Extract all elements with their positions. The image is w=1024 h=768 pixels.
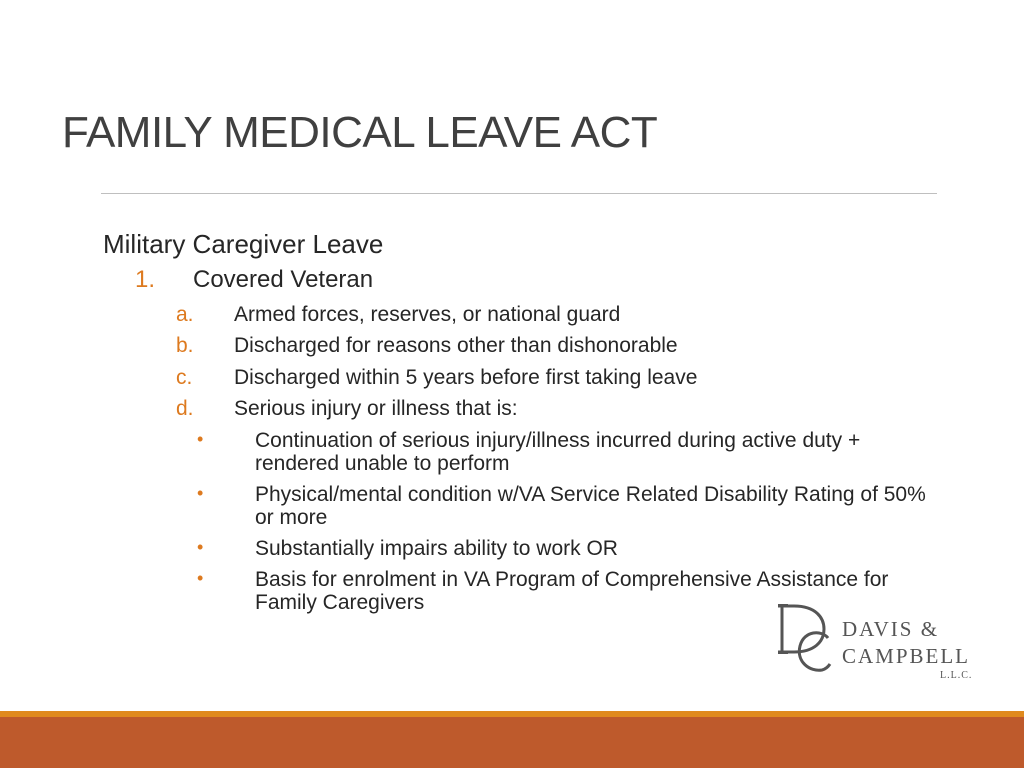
list-item-covered-veteran: Covered Veteran: [193, 266, 374, 293]
logo-name-line2: CAMPBELL: [842, 644, 971, 668]
dc-monogram-icon: [776, 600, 836, 678]
firm-logo: [776, 600, 976, 685]
footer-bar: [0, 717, 1024, 768]
bullet-item-2: Physical/mental condition w/VA Service Related Disability Rating of 50% or more: [255, 483, 926, 529]
list-item-d: Serious injury or illness that is:: [234, 397, 518, 420]
bullet-item-4: Basis for enrolment in VA Program of Comprehensive Assistance for Family Caregivers: [255, 568, 889, 614]
section-heading: Military Caregiver Leave: [103, 229, 384, 259]
bullet-icon: •: [197, 429, 204, 449]
list-marker-b: b.: [176, 334, 194, 357]
list-item-a: Armed forces, reserves, or national guard: [234, 303, 621, 326]
bullet-icon: •: [197, 483, 204, 503]
logo-suffix: L.L.C.: [940, 670, 973, 681]
slide-title: FAMILY MEDICAL LEAVE ACT: [62, 108, 658, 157]
bullet-icon: •: [197, 568, 204, 588]
list-item-c: Discharged within 5 years before first taking leave: [234, 366, 698, 389]
list-marker-d: d.: [176, 397, 194, 420]
title-divider: [101, 193, 937, 194]
list-item-b: Discharged for reasons other than dishonorable: [234, 334, 678, 357]
logo-name-line1: DAVIS &: [842, 617, 940, 641]
list-marker-1: 1.: [135, 266, 156, 293]
bullet-item-1: Continuation of serious injury/illness incurred during active duty + rendered unable to perform: [255, 429, 861, 475]
bullet-icon: •: [197, 537, 204, 557]
list-marker-a: a.: [176, 303, 194, 326]
bullet-item-3: Substantially impairs ability to work OR: [255, 537, 618, 560]
list-marker-c: c.: [176, 366, 193, 389]
